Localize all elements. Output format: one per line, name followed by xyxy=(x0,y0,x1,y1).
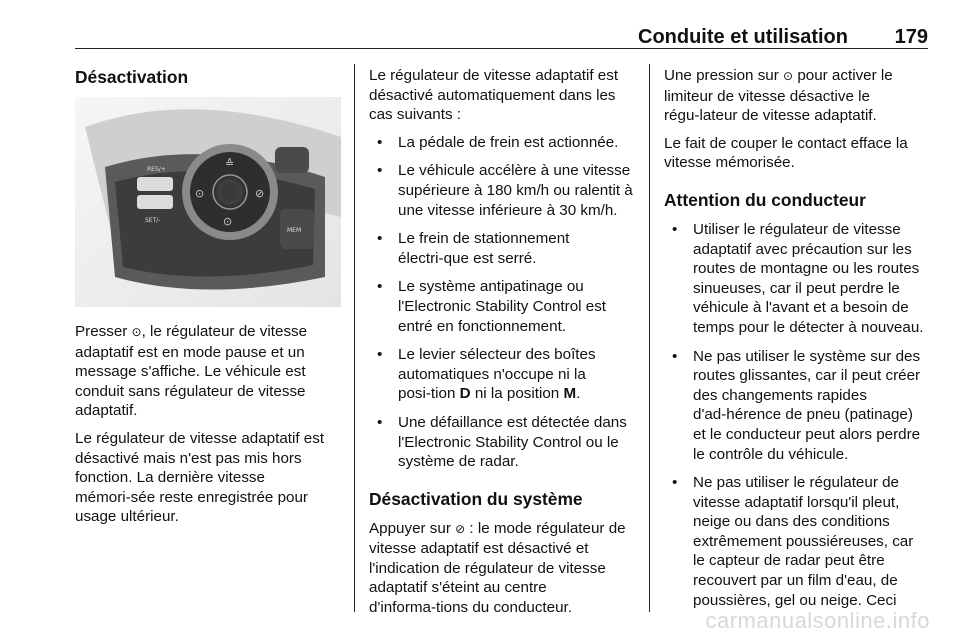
pause-cruise-icon: ⊙ xyxy=(131,325,142,339)
distance-icon: ≙ xyxy=(225,157,235,170)
list-item: • Ne pas utiliser le régulateur de vitesse adaptatif lorsqu'il pleut, neige ou dans des conditions extrêmement poussiéreuses, car le capteur de radar peut être recouvert par un film d'eau, de poussières, gel ou neige. Ceci xyxy=(672,474,914,609)
paragraph-limiter: Une pression sur ⊙ pour activer le limiteur de vitesse désactive le régu‑lateur de vitesse adaptatif. xyxy=(664,67,893,125)
pause-cruise-icon: ⊙ xyxy=(195,187,205,200)
bullet-icon: • xyxy=(672,220,678,238)
steering-wheel-controls-figure xyxy=(75,97,341,307)
paragraph-auto-deactivation-intro: Le régulateur de vitesse adaptatif est désactivé automatiquement dans les cas suivants : xyxy=(369,67,619,124)
column-1 xyxy=(75,66,341,535)
bullet-icon: • xyxy=(377,278,383,296)
auto-deactivation-list xyxy=(369,133,635,472)
cruise-off-icon: ⊘ xyxy=(455,521,466,536)
driver-attention-list xyxy=(664,220,929,610)
section-heading-deactivation: Désactivation xyxy=(75,67,189,87)
bullet-icon: • xyxy=(377,413,383,431)
watermark: carmanualsonline.info xyxy=(705,608,930,633)
column-2 xyxy=(369,66,635,626)
bullet-icon: • xyxy=(672,474,678,492)
cruise-on-icon: ⊙ xyxy=(783,69,794,83)
mem-label: MEM xyxy=(287,227,302,234)
list-item: • Une défaillance est détectée dans l'Electronic Stability Control ou le système de radar. xyxy=(377,413,627,471)
list-item: • Utiliser le régulateur de vitesse adaptatif avec précaution sur les routes de montagne ou les routes sinueuses, car il peut perdre le véhicule à l'avant et a besoin de temps pour le détecter à nouveau. xyxy=(672,220,924,336)
page-header xyxy=(75,26,928,49)
list-item: • Le frein de stationnement électri‑que est serré. xyxy=(377,230,570,267)
list-item: • Le système antipatinage ou l'Electronic Stability Control est entré en fonctionnement. xyxy=(377,278,607,335)
bullet-icon: • xyxy=(377,133,383,151)
set-minus-label: SET/- xyxy=(145,217,161,224)
column-divider-2 xyxy=(649,64,650,612)
page-number: 179 xyxy=(894,26,928,48)
paragraph-press-pause: Presser ⊙, le régulateur de vitesse adaptatif est en mode pause et un message s'affiche. Le véhicule est conduit sans régulateur de vitesse adaptatif. xyxy=(75,323,308,420)
list-item: • Ne pas utiliser le système sur des routes glissantes, car il peut créer des changements rapides d'ad‑hérence de pneu (patinage) et le conducteur peut alors perdre le contrôle du véhicule. xyxy=(672,347,921,463)
paragraph-ignition-off: Le fait de couper le contact efface la vitesse mémorisée. xyxy=(664,134,908,172)
bullet-icon: • xyxy=(377,230,383,248)
cruise-off-icon: ⊘ xyxy=(255,187,265,200)
bullet-icon: • xyxy=(377,162,383,180)
column-divider-1 xyxy=(354,64,355,612)
list-item: • Le véhicule accélère à une vitesse supérieure à 180 km/h ou ralentit à une vitesse inférieure à 30 km/h. xyxy=(377,162,633,219)
list-item: • La pédale de frein est actionnée. xyxy=(377,133,619,151)
column-3 xyxy=(664,66,929,619)
paragraph-deactivated-not-off: Le régulateur de vitesse adaptatif est désactivé mais n'est pas mis hors fonction. La dernière vitesse mémori‑sée reste enregistrée pour usage ultérieur. xyxy=(75,429,325,526)
cruise-on-icon: ⊙ xyxy=(223,215,233,228)
steering-wheel-illustration xyxy=(75,97,341,307)
section-title: Conduite et utilisation xyxy=(638,26,848,48)
bullet-icon: • xyxy=(377,346,383,364)
paragraph-system-off: Appuyer sur ⊘ : le mode régulateur de vitesse adaptatif est désactivé et l'indication de régulateur de vitesse adaptatif s'éteint au centre d'informa‑tions du conducteur. xyxy=(369,519,626,617)
bullet-icon: • xyxy=(672,347,678,365)
res-plus-label: RES/+ xyxy=(147,166,166,173)
list-item: • Le levier sélecteur des boîtes automatiques n'occupe ni la posi‑tion D ni la position M. xyxy=(377,346,596,403)
section-heading-system-deactivation: Désactivation du système xyxy=(369,488,583,509)
section-heading-driver-attention: Attention du conducteur xyxy=(664,189,866,210)
